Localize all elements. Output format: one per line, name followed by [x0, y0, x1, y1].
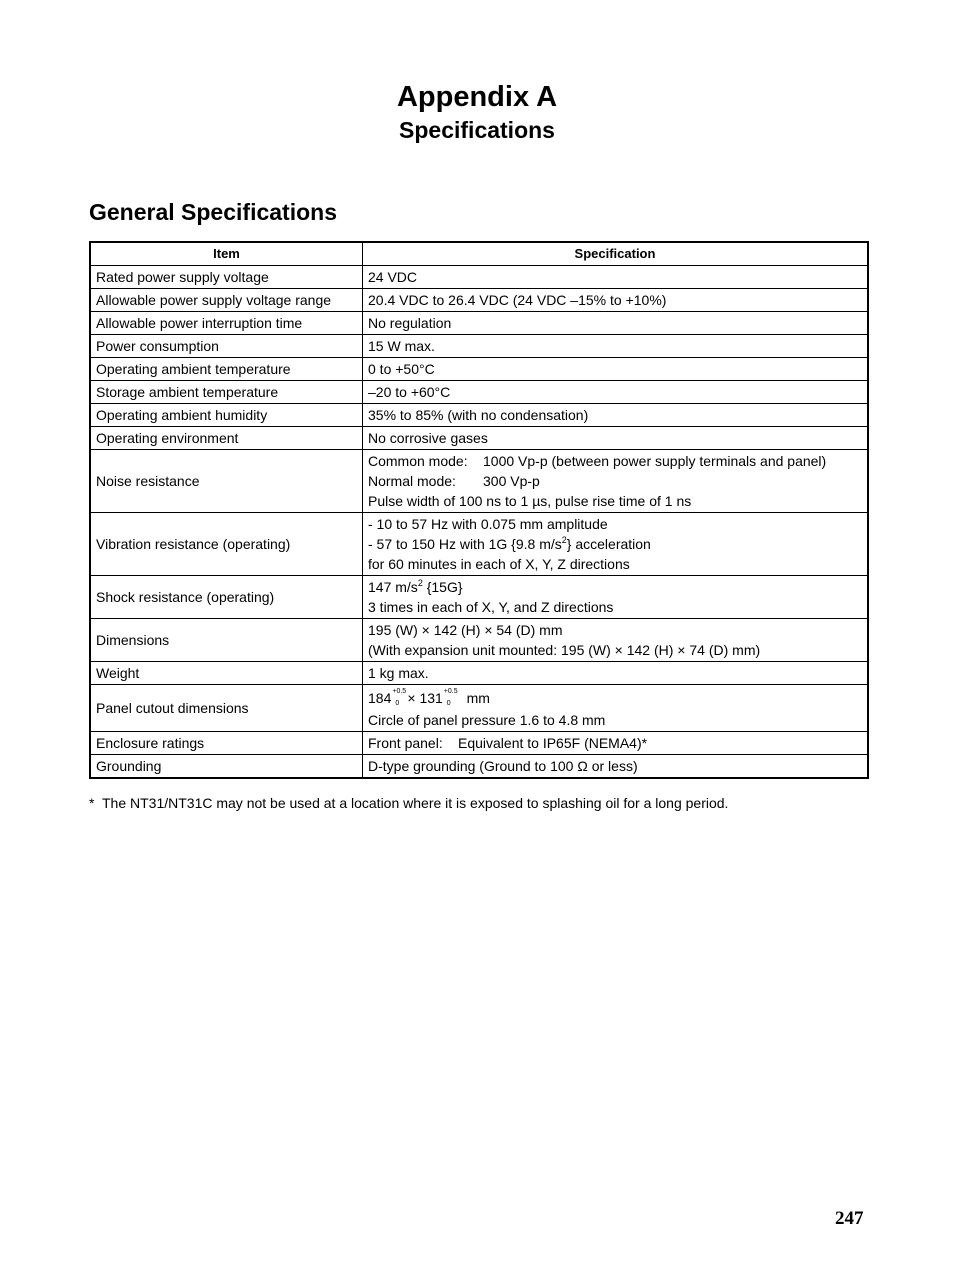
dimensions-line-1: 195 (W) × 142 (H) × 54 (D) mm	[368, 622, 563, 638]
table-row	[90, 358, 868, 381]
row-item: Grounding	[90, 755, 363, 779]
row-spec	[363, 513, 869, 576]
row-spec: D-type grounding (Ground to 100 Ω or less)	[363, 755, 869, 779]
row-spec	[363, 576, 869, 619]
row-item: Allowable power interruption time	[90, 312, 363, 335]
cutout-line-1	[368, 686, 862, 710]
table-row	[90, 685, 868, 732]
table-row	[90, 404, 868, 427]
row-spec: –20 to +60°C	[363, 381, 869, 404]
noise-common-mode	[368, 451, 862, 471]
table-row	[90, 576, 868, 619]
width-tolerance	[391, 686, 407, 706]
specifications-table	[89, 241, 869, 779]
row-item: Noise resistance	[90, 450, 363, 513]
row-item: Allowable power supply voltage range	[90, 289, 363, 312]
cutout-line-2: Circle of panel pressure 1.6 to 4.8 mm	[368, 712, 606, 728]
tolerance-upper: +0.5	[443, 688, 458, 695]
superscript: 2	[561, 535, 567, 545]
tolerance-lower: 0	[395, 700, 400, 707]
shock-line-1	[368, 577, 862, 597]
noise-pulse: Pulse width of 100 ns to 1 µs, pulse rise time of 1 ns	[368, 493, 692, 509]
table-row	[90, 312, 868, 335]
footnote-mark: *	[89, 795, 95, 811]
table-row	[90, 381, 868, 404]
height-tolerance	[443, 686, 459, 706]
common-mode-value: 1000 Vp-p (between power supply terminals and panel)	[483, 453, 827, 469]
row-spec: 24 VDC	[363, 266, 869, 289]
table-header-row	[90, 242, 868, 266]
row-spec: No corrosive gases	[363, 427, 869, 450]
vibration-line-2-text: - 57 to 150 Hz with 1G {9.8 m/s	[368, 536, 562, 552]
table-row	[90, 289, 868, 312]
dimensions-line-2: (With expansion unit mounted: 195 (W) × 142 (H) × 74 (D) mm)	[368, 642, 761, 658]
footnote-text: The NT31/NT31C may not be used at a location where it is exposed to splashing oil for a long period.	[101, 795, 729, 811]
normal-mode-value: 300 Vp-p	[483, 473, 540, 489]
superscript: 2	[417, 578, 423, 588]
enclosure-value: Equivalent to IP65F (NEMA4)*	[458, 735, 648, 751]
row-spec: 0 to +50°C	[363, 358, 869, 381]
row-item: Panel cutout dimensions	[90, 685, 363, 732]
times-sign: ×	[407, 690, 416, 706]
table-row	[90, 662, 868, 685]
row-item: Power consumption	[90, 335, 363, 358]
table-row	[90, 335, 868, 358]
row-item: Shock resistance (operating)	[90, 576, 363, 619]
page-number: 247	[835, 1208, 864, 1229]
vibration-line-2	[368, 534, 862, 554]
table-row	[90, 755, 868, 779]
table-row	[90, 513, 868, 576]
row-spec: 20.4 VDC to 26.4 VDC (24 VDC –15% to +10%)	[363, 289, 869, 312]
enclosure-label: Front panel:	[368, 735, 443, 751]
row-spec	[363, 685, 869, 732]
appendix-subtitle: Specifications	[399, 117, 555, 143]
row-spec: No regulation	[363, 312, 869, 335]
header-specification: Specification	[363, 242, 869, 266]
row-item: Vibration resistance (operating)	[90, 513, 363, 576]
tolerance-upper: +0.5	[392, 688, 407, 695]
common-mode-label: Common mode:	[368, 453, 468, 469]
table-row	[90, 427, 868, 450]
header-item: Item	[90, 242, 363, 266]
row-item: Weight	[90, 662, 363, 685]
footnote	[89, 794, 728, 812]
cutout-unit: mm	[466, 690, 490, 706]
vibration-line-3: for 60 minutes in each of X, Y, Z directions	[368, 556, 630, 572]
row-item: Operating environment	[90, 427, 363, 450]
shock-line-1-text: 147 m/s	[368, 579, 418, 595]
shock-line-2: 3 times in each of X, Y, and Z directions	[368, 599, 614, 615]
cutout-height: 131	[419, 690, 443, 706]
cutout-width: 184	[368, 690, 392, 706]
tolerance-lower: 0	[446, 700, 451, 707]
row-spec	[363, 450, 869, 513]
appendix-title: Appendix A	[396, 81, 558, 113]
table-row	[90, 266, 868, 289]
table-row	[90, 450, 868, 513]
shock-line-1-end: {15G}	[422, 579, 463, 595]
table-row	[90, 732, 868, 755]
table-row	[90, 619, 868, 662]
row-spec	[363, 619, 869, 662]
row-item: Operating ambient humidity	[90, 404, 363, 427]
row-spec: 1 kg max.	[363, 662, 869, 685]
row-item: Rated power supply voltage	[90, 266, 363, 289]
section-title: General Specifications	[89, 199, 337, 225]
row-spec: 35% to 85% (with no condensation)	[363, 404, 869, 427]
row-spec: 15 W max.	[363, 335, 869, 358]
row-item: Enclosure ratings	[90, 732, 363, 755]
row-item: Operating ambient temperature	[90, 358, 363, 381]
row-item: Storage ambient temperature	[90, 381, 363, 404]
vibration-line-1: - 10 to 57 Hz with 0.075 mm amplitude	[368, 516, 608, 532]
row-item: Dimensions	[90, 619, 363, 662]
noise-normal-mode	[368, 471, 862, 491]
vibration-line-2-end: } acceleration	[566, 536, 651, 552]
normal-mode-label: Normal mode:	[368, 473, 456, 489]
row-spec	[363, 732, 869, 755]
